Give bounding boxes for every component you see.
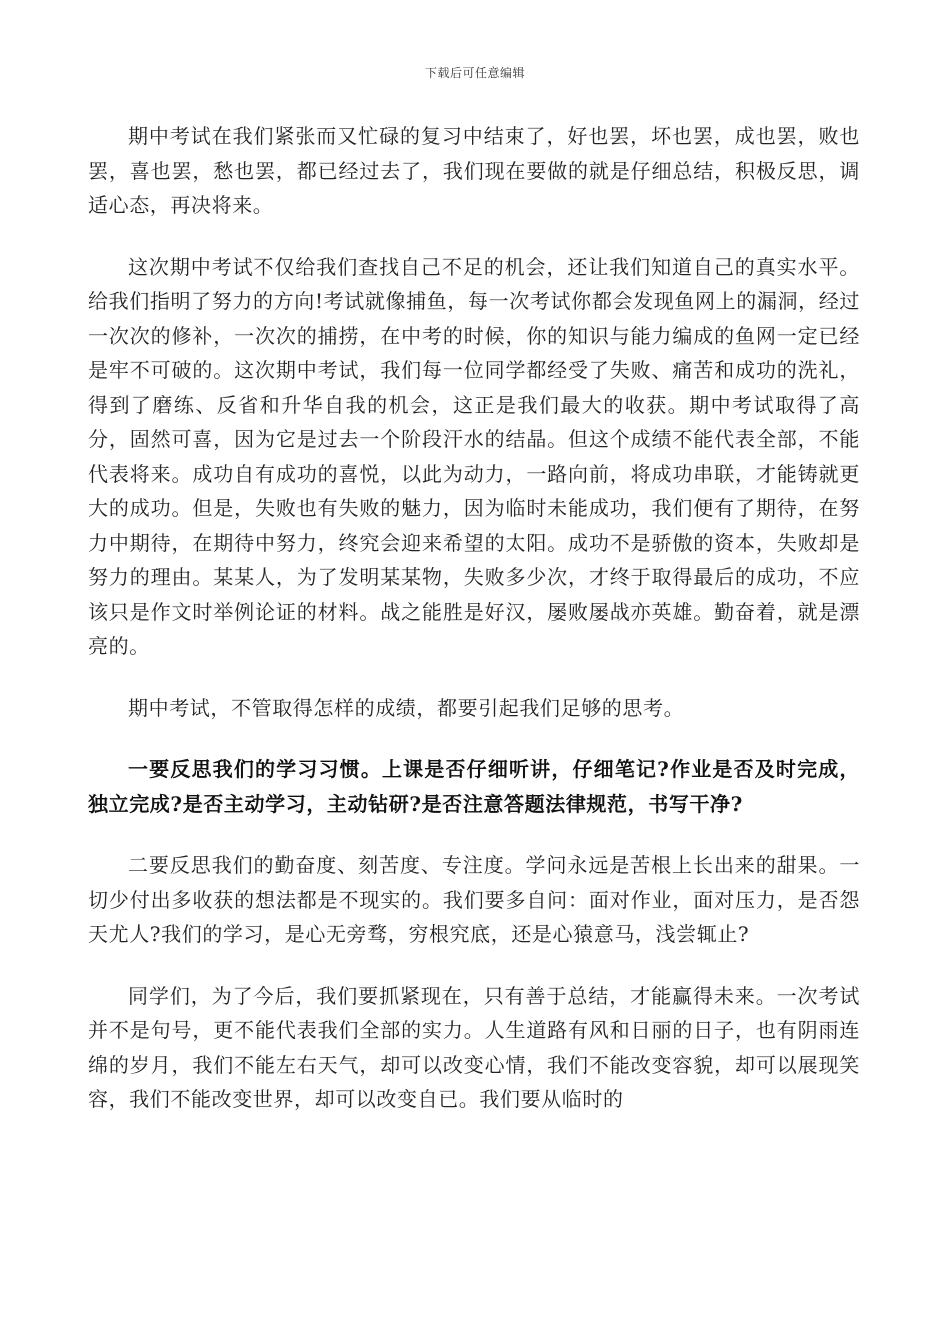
paragraph-6: 同学们，为了今后，我们要抓紧现在，只有善于总结，才能赢得未来。一次考试并不是句号，更不能代表我们全部的实力。人生道路有风和日丽的日子，也有阴雨连绵的岁月，我们不能左右天气，却可以改变心情，我们不能改变容貌，却可以展现笑容，我们不能改变世界，却可以改变自已。我们要从临时的 bbox=[88, 983, 860, 1111]
paragraph-1: 期中考试在我们紧张而又忙碌的复习中结束了，好也罢，坏也罢，成也罢，败也罢，喜也罢，愁也罢，都已经过去了，我们现在要做的就是仔细总结，积极反思，调适心态，再决将来。 bbox=[88, 124, 860, 217]
document-body bbox=[88, 119, 860, 1144]
paragraph-2: 这次期中考试不仅给我们查找自己不足的机会，还让我们知道自己的真实水平。给我们指明了努力的方向!考试就像捕鱼，每一次考试你都会发现鱼网上的漏洞，经过一次次的修补，一次次的捕捞，在中考的时候，你的知识与能力编成的鱼网一定已经是牢不可破的。这次期中考试，我们每一位同学都经受了失败、痛苦和成功的洗礼，得到了磨练、反省和升华自我的机会，这正是我们最大的收获。期中考试取得了高分，固然可喜，因为它是过去一个阶段汗水的结晶。但这个成绩不能代表全部，不能代表将来。成功自有成功的喜悦，以此为动力，一路向前，将成功串联，才能铸就更大的成功。但是，失败也有失败的魅力，因为临时未能成功，我们便有了期待，在努力中期待，在期待中努力，终究会迎来希望的太阳。成功不是骄傲的资本，失败却是努力的理由。某某人，为了发明某某物，失败多少次，才终于取得最后的成功，不应该只是作文时举例论证的材料。战之能胜是好汉，屡败屡战亦英雄。勤奋着，就是漂亮的。 bbox=[88, 254, 860, 658]
paragraph-3: 期中考试，不管取得怎样的成绩，都要引起我们足够的思考。 bbox=[128, 695, 685, 720]
paragraph-5: 二要反思我们的勤奋度、刻苦度、专注度。学问永远是苦根上长出来的甜果。一切少付出多收获的想法都是不现实的。我们要多自问：面对作业，面对压力，是否怨天尤人?我们的学习，是心无旁骛，穷根究底，还是心猿意马，浅尝辄止? bbox=[88, 853, 860, 946]
paragraph-4-bold: 一要反思我们的学习习惯。上课是否仔细听讲，仔细笔记?作业是否及时完成，独立完成?是否主动学习，主动钻研?是否注意答题法律规范，书写干净? bbox=[88, 757, 860, 816]
page-header: 下载后可任意编辑 bbox=[424, 66, 525, 80]
